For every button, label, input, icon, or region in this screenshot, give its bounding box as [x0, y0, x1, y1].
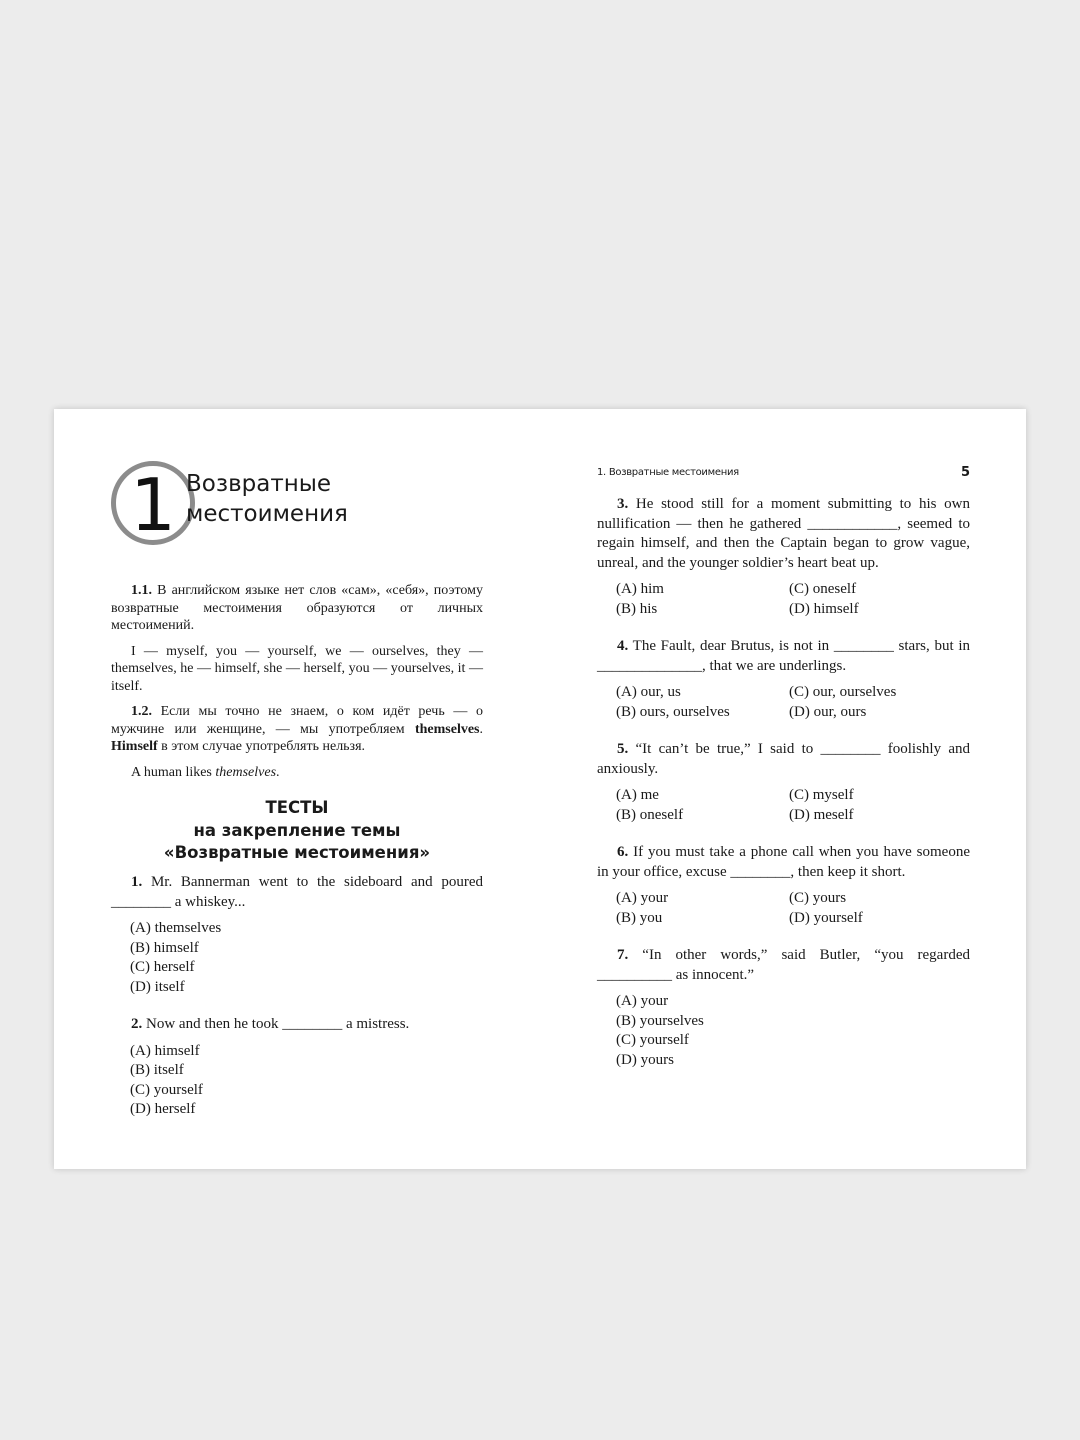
answer-option[interactable]: (C) oneself — [789, 581, 857, 597]
question-7 — [597, 946, 970, 1070]
tests-heading-line: на закрепление темы — [193, 820, 401, 840]
answer-option[interactable]: (C) yours — [789, 890, 847, 906]
question-5 — [597, 740, 970, 825]
answer-options — [597, 992, 970, 1070]
right-questions — [597, 495, 970, 1088]
question-body: Mr. Bannerman went to the sideboard and poured ________ a whiskey... — [111, 874, 483, 910]
pronoun-list: I — myself, you — yourself, we — ourselves, they — themselves, he — himself, she — herself, you — yourselves, it — itself. — [111, 643, 483, 694]
question-text — [597, 495, 970, 573]
rule-text: Если мы точно не знаем, о ком идёт речь — о мужчине или женщине, — мы употребляем — [111, 704, 483, 737]
answer-option[interactable]: (B) yourselves — [616, 1012, 704, 1029]
answer-options — [597, 889, 970, 928]
answer-option[interactable]: (D) yours — [616, 1051, 674, 1068]
answer-option[interactable]: (D) meself — [789, 806, 854, 823]
question-1 — [111, 873, 483, 997]
answer-options — [597, 786, 970, 825]
question-body: “In other words,” said Butler, “you regarded __________ as innocent.” — [597, 947, 970, 983]
answer-options — [111, 919, 483, 997]
answer-option[interactable]: (D) our, ours — [789, 703, 867, 720]
bold-term: Himself — [111, 739, 158, 754]
chapter-heading — [111, 461, 483, 556]
question-body: “It can’t be true,” I said to ________ foolishly and anxiously. — [597, 741, 970, 777]
question-number: 4. — [617, 638, 629, 654]
answer-option[interactable]: (B) his — [616, 600, 658, 617]
answer-option[interactable]: (D) herself — [130, 1101, 196, 1117]
question-number: 3. — [617, 496, 629, 512]
answer-option[interactable]: (B) itself — [130, 1062, 184, 1078]
answer-option[interactable]: (C) our, ourselves — [789, 684, 897, 700]
book-spread — [54, 409, 1026, 1169]
question-number: 5. — [617, 741, 629, 757]
answer-option[interactable]: (D) yourself — [789, 909, 863, 926]
rule-number: 1.2. — [131, 704, 152, 719]
tests-heading-line: ТЕСТЫ — [265, 798, 329, 817]
answer-options — [111, 1042, 483, 1120]
answer-option[interactable]: (A) our, us — [616, 684, 681, 700]
chapter-title-line: Возвратные — [186, 471, 332, 497]
rule-number: 1.1. — [131, 583, 152, 598]
question-text — [597, 946, 970, 985]
question-4 — [597, 637, 970, 722]
rule-text: В английском языке нет слов «сам», «себя», поэтому возвратные местоимения образуются от личных местоимений. — [111, 583, 483, 633]
question-text — [597, 843, 970, 882]
tests-heading — [111, 797, 483, 865]
example-sentence — [111, 764, 483, 782]
example-text: . — [276, 764, 280, 780]
answer-option[interactable]: (C) myself — [789, 787, 854, 803]
question-body: If you must take a phone call when you have someone in your office, excuse ________, then keep it short. — [597, 844, 970, 880]
rule-text: . — [479, 721, 483, 737]
answer-option[interactable]: (A) themselves — [130, 920, 222, 936]
answer-option[interactable]: (D) himself — [789, 600, 859, 617]
chapter-title — [186, 469, 406, 529]
tests-heading-line: «Возвратные местоимения» — [163, 843, 431, 862]
answer-option[interactable]: (A) your — [616, 993, 669, 1009]
running-title: 1. Возвратные местоимения — [597, 467, 739, 478]
answer-option[interactable]: (B) himself — [130, 939, 199, 956]
question-text — [111, 873, 483, 912]
example-text: A human likes — [131, 764, 216, 780]
answer-option[interactable]: (A) me — [616, 787, 659, 803]
rule-text: в этом случае употреблять нельзя. — [157, 739, 366, 754]
question-3 — [597, 495, 970, 619]
bold-term: themselves — [414, 721, 480, 737]
question-6 — [597, 843, 970, 928]
chapter-number: 1 — [130, 463, 176, 547]
answer-option[interactable]: (A) your — [616, 890, 669, 906]
answer-option[interactable]: (A) him — [616, 581, 664, 597]
theory-paragraph — [111, 643, 483, 696]
question-body: He stood still for a moment submitting to his own nullification — then he gathered ____________, seemed to regain himself, and then the Captain began to grow vague, unreal, and the younger soldier’s heart beat up. — [597, 496, 970, 571]
answer-option[interactable]: (C) yourself — [130, 1081, 203, 1098]
question-2 — [111, 1015, 483, 1120]
question-text — [597, 740, 970, 779]
answer-option[interactable]: (B) ours, ourselves — [616, 703, 730, 720]
theory-paragraph — [111, 703, 483, 756]
question-number: 6. — [617, 844, 629, 860]
question-body: Now and then he took ________ a mistress. — [142, 1016, 410, 1032]
answer-option[interactable]: (B) you — [616, 909, 663, 926]
chapter-number-badge — [111, 461, 195, 545]
chapter-title-line: местоимения — [186, 501, 348, 527]
question-body: The Fault, dear Brutus, is not in ________ stars, but in ______________, that we are underlings. — [597, 638, 970, 674]
answer-option[interactable]: (A) himself — [130, 1042, 200, 1059]
question-number: 7. — [617, 947, 629, 963]
answer-option[interactable]: (C) herself — [130, 959, 195, 975]
question-text — [597, 637, 970, 676]
answer-option[interactable]: (C) yourself — [616, 1032, 689, 1048]
theory-section — [111, 582, 483, 789]
running-header — [597, 465, 970, 481]
question-number: 1. — [131, 874, 143, 890]
example-italic: themselves — [215, 764, 277, 780]
answer-option[interactable]: (B) oneself — [616, 806, 684, 823]
answer-option[interactable]: (D) itself — [130, 978, 185, 995]
answer-options — [597, 580, 970, 619]
page-number: 5 — [960, 465, 970, 480]
question-number: 2. — [131, 1016, 143, 1032]
theory-paragraph — [111, 582, 483, 635]
question-text — [111, 1015, 483, 1035]
left-questions — [111, 873, 483, 1138]
answer-options — [597, 683, 970, 722]
